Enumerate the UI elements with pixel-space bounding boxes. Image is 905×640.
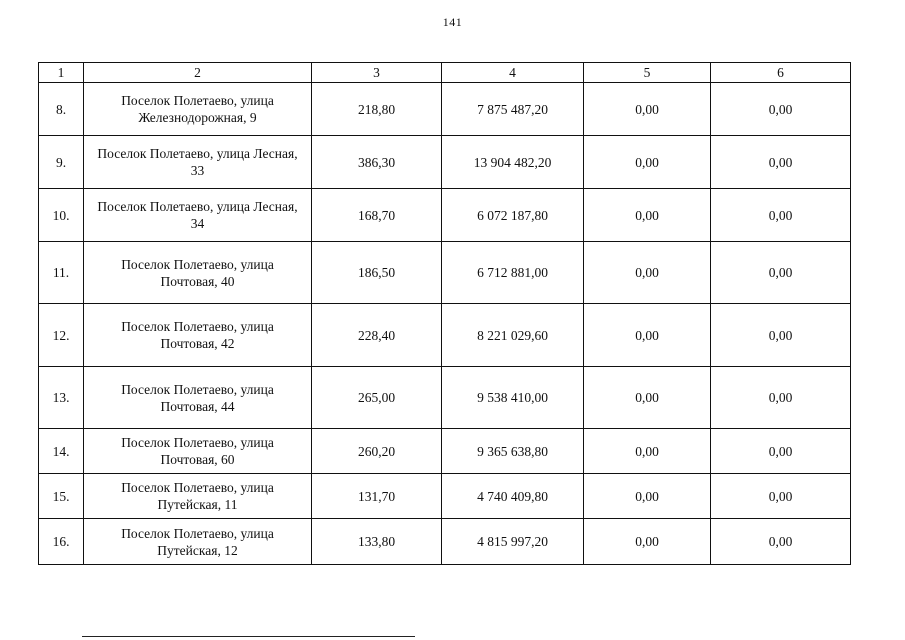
address-cell: Поселок Полетаево, улица Почтовая, 44 <box>84 367 312 429</box>
value-cell: 6 072 187,80 <box>442 189 584 242</box>
column-header: 3 <box>312 63 442 83</box>
value-cell: 7 875 487,20 <box>442 83 584 136</box>
value-cell: 8 221 029,60 <box>442 304 584 367</box>
col5-cell: 0,00 <box>584 474 711 519</box>
row-number: 15. <box>39 474 84 519</box>
table-row <box>39 367 851 429</box>
property-table <box>38 62 851 565</box>
col6-cell: 0,00 <box>711 429 851 474</box>
address-cell: Поселок Полетаево, улица Лесная, 33 <box>84 136 312 189</box>
column-header: 4 <box>442 63 584 83</box>
address-cell: Поселок Полетаево, улица Железнодорожная, 9 <box>84 83 312 136</box>
col5-cell: 0,00 <box>584 83 711 136</box>
address-cell: Поселок Полетаево, улица Путейская, 12 <box>84 519 312 565</box>
table-row <box>39 474 851 519</box>
col6-cell: 0,00 <box>711 189 851 242</box>
row-number: 13. <box>39 367 84 429</box>
page-number: 141 <box>442 15 463 29</box>
row-number: 8. <box>39 83 84 136</box>
table-row <box>39 189 851 242</box>
table-row <box>39 136 851 189</box>
row-number: 11. <box>39 242 84 304</box>
table-row <box>39 304 851 367</box>
row-number: 9. <box>39 136 84 189</box>
col5-cell: 0,00 <box>584 429 711 474</box>
row-number: 12. <box>39 304 84 367</box>
col5-cell: 0,00 <box>584 304 711 367</box>
area-cell: 260,20 <box>312 429 442 474</box>
col6-cell: 0,00 <box>711 304 851 367</box>
area-cell: 228,40 <box>312 304 442 367</box>
address-cell: Поселок Полетаево, улица Почтовая, 60 <box>84 429 312 474</box>
area-cell: 218,80 <box>312 83 442 136</box>
value-cell: 4 740 409,80 <box>442 474 584 519</box>
col5-cell: 0,00 <box>584 136 711 189</box>
table-row <box>39 519 851 565</box>
column-header: 6 <box>711 63 851 83</box>
column-header: 5 <box>584 63 711 83</box>
column-number-row <box>39 63 851 83</box>
area-cell: 133,80 <box>312 519 442 565</box>
table-row <box>39 429 851 474</box>
value-cell: 6 712 881,00 <box>442 242 584 304</box>
col5-cell: 0,00 <box>584 367 711 429</box>
column-header: 2 <box>84 63 312 83</box>
value-cell: 4 815 997,20 <box>442 519 584 565</box>
col6-cell: 0,00 <box>711 367 851 429</box>
col6-cell: 0,00 <box>711 83 851 136</box>
row-number: 16. <box>39 519 84 565</box>
table-row <box>39 242 851 304</box>
row-number: 10. <box>39 189 84 242</box>
address-cell: Поселок Полетаево, улица Почтовая, 42 <box>84 304 312 367</box>
col6-cell: 0,00 <box>711 474 851 519</box>
col6-cell: 0,00 <box>711 519 851 565</box>
column-header: 1 <box>39 63 84 83</box>
address-cell: Поселок Полетаево, улица Лесная, 34 <box>84 189 312 242</box>
area-cell: 386,30 <box>312 136 442 189</box>
area-cell: 131,70 <box>312 474 442 519</box>
area-cell: 168,70 <box>312 189 442 242</box>
value-cell: 13 904 482,20 <box>442 136 584 189</box>
col6-cell: 0,00 <box>711 242 851 304</box>
value-cell: 9 365 638,80 <box>442 429 584 474</box>
row-number: 14. <box>39 429 84 474</box>
value-cell: 9 538 410,00 <box>442 367 584 429</box>
address-cell: Поселок Полетаево, улица Почтовая, 40 <box>84 242 312 304</box>
address-cell: Поселок Полетаево, улица Путейская, 11 <box>84 474 312 519</box>
area-cell: 265,00 <box>312 367 442 429</box>
col5-cell: 0,00 <box>584 242 711 304</box>
col5-cell: 0,00 <box>584 519 711 565</box>
col6-cell: 0,00 <box>711 136 851 189</box>
footnote-separator <box>82 636 415 637</box>
col5-cell: 0,00 <box>584 189 711 242</box>
area-cell: 186,50 <box>312 242 442 304</box>
table-row <box>39 83 851 136</box>
